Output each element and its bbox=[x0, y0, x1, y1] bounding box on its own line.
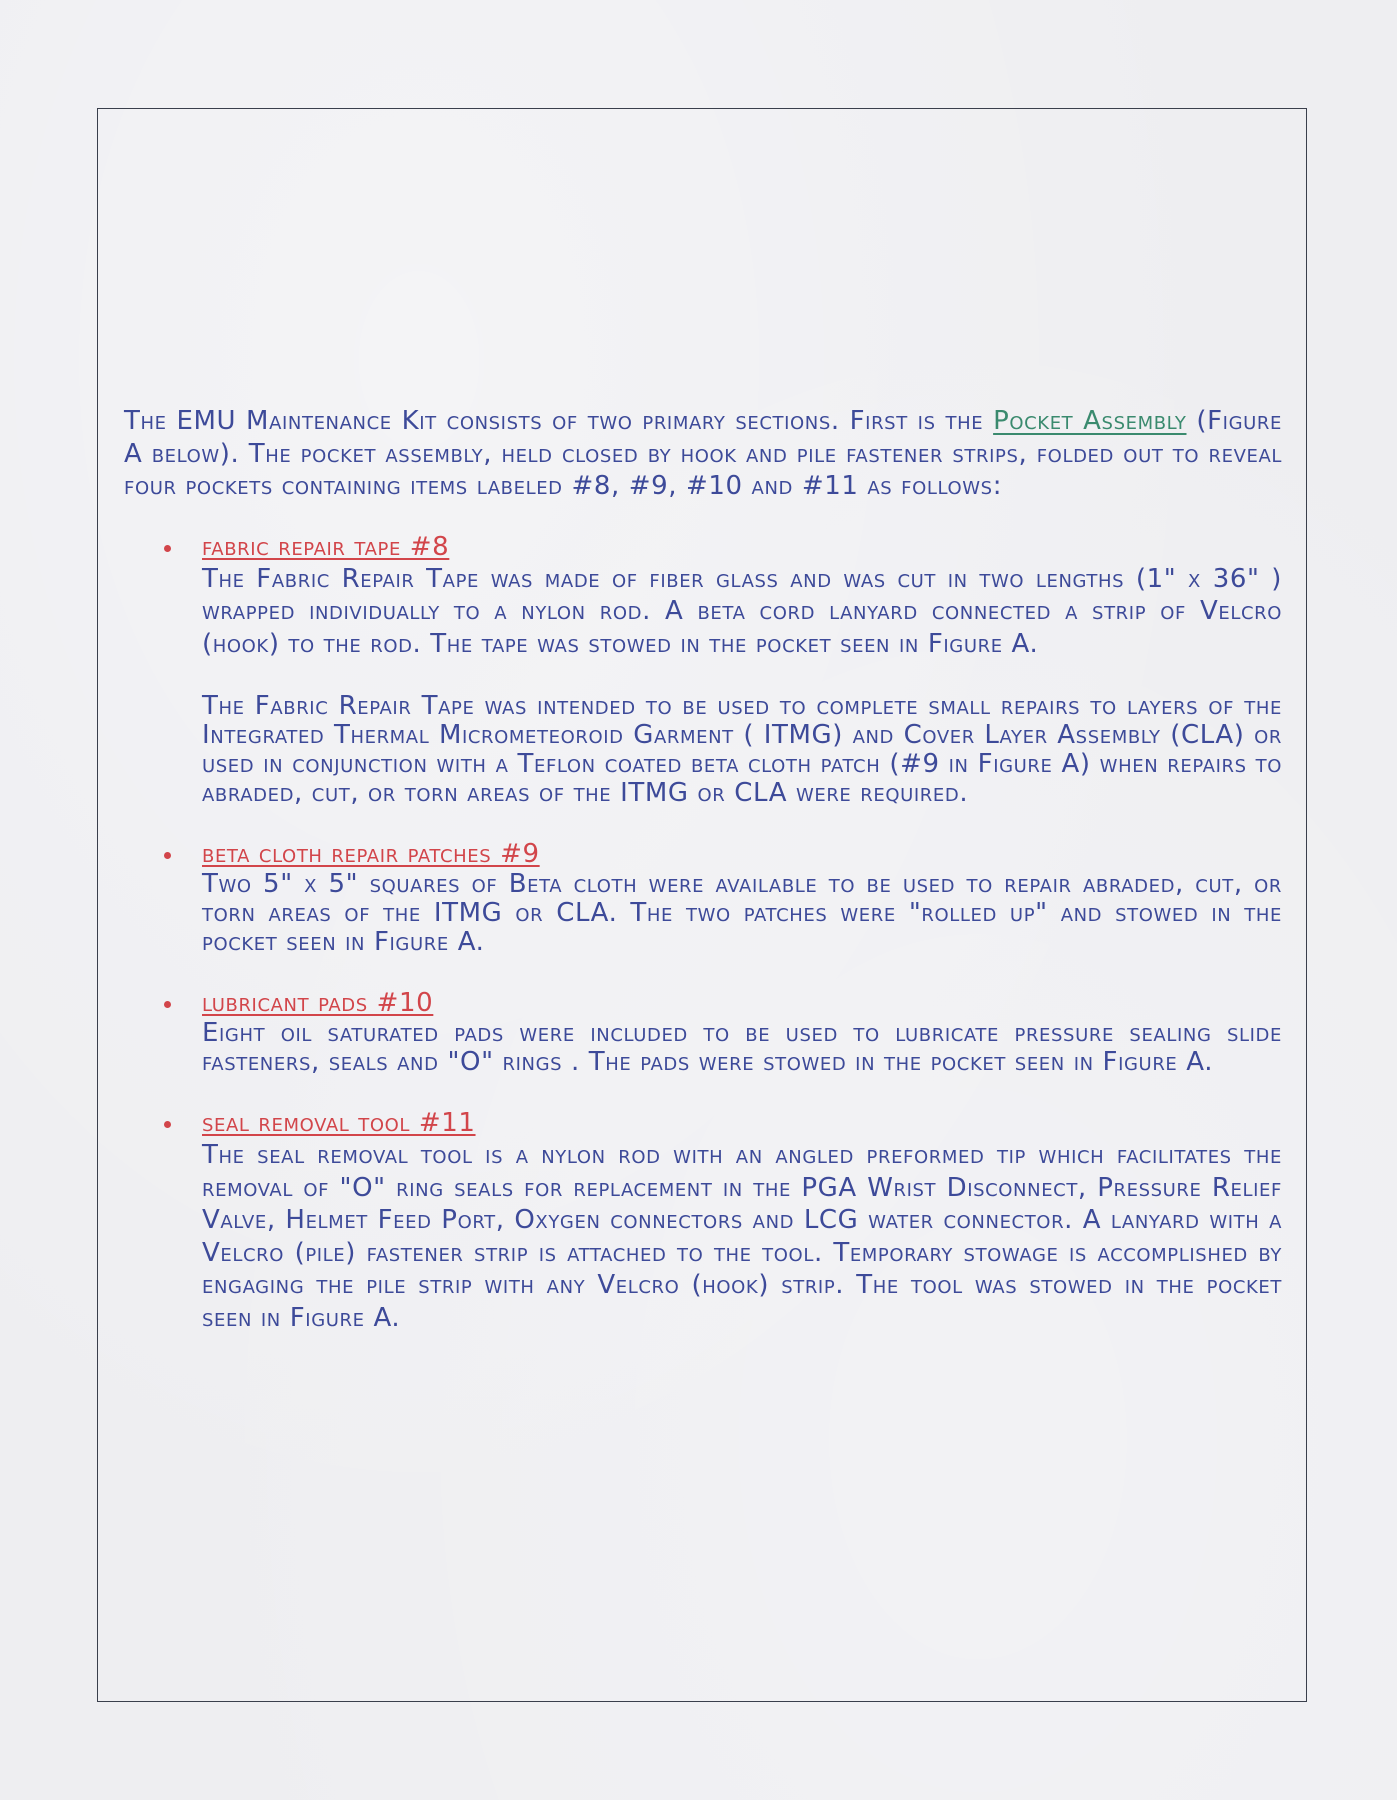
bullet-icon bbox=[164, 545, 171, 552]
list-item-beta-cloth-patches bbox=[124, 838, 1282, 957]
item-heading: fabric repair tape #8 bbox=[202, 531, 450, 562]
item-paragraph: Two 5" x 5" squares of Beta cloth were available to be used to repair abraded, cut, or torn areas of the ITMG or CLA. The two patches were "rolled up" and stowed in the pocket seen in Figure A. bbox=[202, 869, 1282, 957]
item-paragraph: Eight oil saturated pads were included to be used to lubricate pressure sealing slide fasteners, seals and "O" rings . The pads were stowed in the pocket seen in Figure A. bbox=[202, 1018, 1282, 1077]
list-item-lubricant-pads bbox=[124, 987, 1282, 1077]
item-paragraph: The Fabric Repair Tape was made of fiber glass and was cut in two lengths (1" x 36" ) wrapped individually to a nylon rod. A beta cord lanyard connected a strip of Velcro (hook) to the rod. The tape was stowed in the pocket seen in Figure A. bbox=[202, 563, 1282, 659]
list-item-seal-removal-tool bbox=[124, 1107, 1282, 1334]
item-heading: lubricant pads #10 bbox=[202, 988, 434, 1018]
bullet-icon bbox=[164, 1121, 171, 1128]
item-heading: beta cloth repair patches #9 bbox=[202, 839, 540, 869]
list-item-fabric-repair-tape bbox=[124, 531, 1282, 809]
pocket-assembly-link[interactable]: Pocket Assembly bbox=[993, 406, 1187, 436]
document-body bbox=[124, 405, 1282, 1364]
intro-paragraph bbox=[124, 405, 1282, 503]
kit-items-list bbox=[124, 531, 1282, 1335]
intro-text-before: The EMU Maintenance Kit consists of two primary sections. First is the bbox=[124, 406, 994, 436]
bullet-icon bbox=[164, 852, 171, 859]
bullet-icon bbox=[164, 1001, 171, 1008]
item-paragraph: The Fabric Repair Tape was intended to be used to complete small repairs to layers of the Integrated Thermal Micrometeoroid Garment ( ITMG) and Cover Layer Assembly (CLA) or used in conjunction with a Teflon coated beta cloth patch (#9 in Figure A) when repairs to abraded, cut, or torn areas of the ITMG or CLA were required. bbox=[202, 691, 1282, 808]
item-paragraph: The seal removal tool is a nylon rod with an angled preformed tip which facilitates the removal of "O" ring seals for replacement in the PGA Wrist Disconnect, Pressure Relief Valve, Helmet Feed Port, Oxygen connectors and LCG water connector. A lanyard with a Velcro (pile) fastener strip is attached to the tool. Temporary stowage is accomplished by engaging the pile strip with any Velcro (hook) strip. The tool was stowed in the pocket seen in Figure A. bbox=[202, 1140, 1282, 1333]
item-heading: seal removal tool #11 bbox=[202, 1108, 476, 1138]
intro-text-after: (Figure A below). The pocket assembly, held closed by hook and pile fastener strips, folded out to reveal four pockets containing items labeled #8, #9, #10 and #11 as follows: bbox=[124, 406, 1282, 501]
